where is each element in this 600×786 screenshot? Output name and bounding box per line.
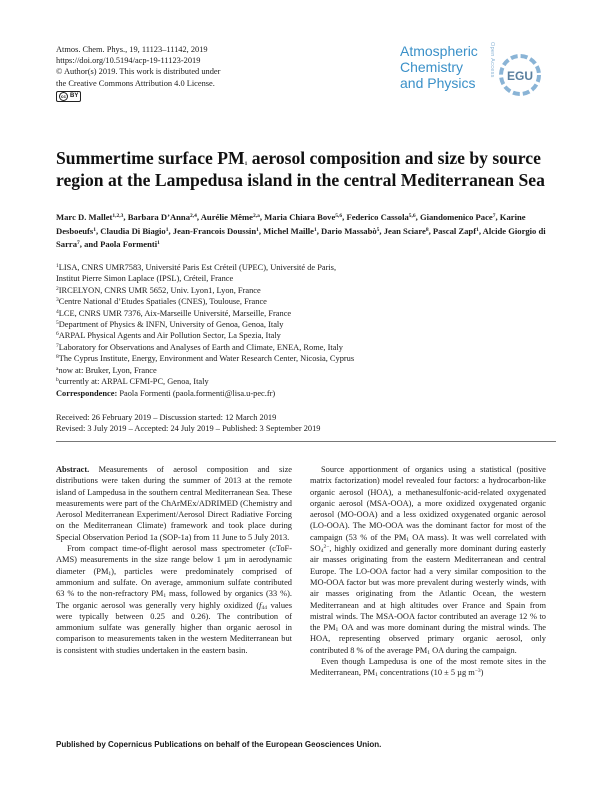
author-name: Aurélie Même [200, 212, 253, 222]
affiliation-mark: b [56, 377, 59, 384]
author-affiliation-mark: 8 [425, 226, 429, 233]
divider [56, 441, 556, 442]
affiliation-text: IRCELYON, CNRS UMR 5652, Univ. Lyon1, Lyon, France [58, 285, 261, 295]
affiliation-text: Institut Pierre Simon Laplace (IPSL), Créteil, France [56, 274, 234, 284]
author-affiliation-mark: 7 [492, 213, 496, 219]
affiliation-text: Department of Physics & INFN, University of Genoa, Genoa, Italy [58, 320, 284, 330]
cc-license-badge[interactable] [56, 91, 81, 102]
affiliation-item [56, 262, 556, 273]
open-access-label: Open Access [489, 42, 495, 78]
affiliation-mark: 2 [56, 285, 59, 292]
egu-logo-text: EGU [506, 69, 534, 83]
author-name: Pascal Zapf [432, 225, 477, 236]
author-affiliation-mark: 7 [77, 240, 80, 247]
author-name: Alcide Giorgio di Sarra [56, 225, 546, 250]
doi-link[interactable]: https://doi.org/10.5194/acp-19-11123-2019 [56, 56, 201, 66]
journal-logo [400, 40, 550, 104]
correspondence-contact[interactable]: Paola Formenti (paola.formenti@lisa.u-pec.fr) [119, 389, 276, 398]
affiliation-item [56, 342, 556, 353]
affiliation-item [56, 296, 556, 307]
citation: Atmos. Chem. Phys., 19, 11123–11142, 2019 [56, 45, 208, 54]
correspondence [56, 389, 275, 398]
affiliation-list [56, 262, 556, 387]
author-list: Marc D. Mallet$^{1,2,3}$, Barbara D’Anna$^{2,4}$, Aurélie Même$^{2,a}$, Maria Chiara Bove$^{5,6}$, Federico Cassola$^{5,6}$, Giandomenico Pace$^7$, Karine Desboeufs$^1$, Claudia Di Biagio$^1$, Jean-Francois Doussin$^1$, Michel Maille$^1$, Dario Massabò$^5$, Jean Sciare$^8$, Pascal Zapf$^1$, Alcide Giorgio di Sarra$^7$, and Paola Formenti$^1$ [56, 212, 546, 250]
abstract-paragraph-2: From compact time-of-flight aerosol mass spectrometer (cToF-AMS) measurements in the size range below 1 µm in aerodynamic diameter $(PM_1)$, particles were predominately comprised of ammonium and sulfate. On average, ammonium sulfate contributed 63 % to the non-refractory $PM_1$ mass, followed by organics (33 %). The organic aerosol was generally very highly oxidized ($f_{44}$ values were typically between 0.25 and 0.26). The contribution of ammonium sulfate was generally higher than organic aerosol in comparison to measurements taken in the western Mediterranean but is consistent with studies undertaken in the eastern basin. [56, 544, 292, 655]
affiliation-text: Centre National d’Etudes Spatiales (CNES), Toulouse, France [58, 297, 267, 307]
affiliation-mark: 6 [56, 331, 59, 338]
affiliation-text: LISA, CNRS UMR7583, Université Paris Est Créteil (UPEC), Université de Paris, [58, 263, 337, 272]
affiliation-item [56, 319, 556, 330]
abstract-column-left [56, 464, 292, 656]
affiliation-mark: 7 [56, 342, 59, 349]
license-text: the Creative Commons Attribution 4.0 License. [56, 78, 215, 88]
dates-line-1: Received: 26 February 2019 – Discussion started: 12 March 2019 [56, 413, 277, 422]
author-affiliation-mark: 2,4 [190, 213, 197, 219]
affiliation-text: LCE, CNRS UMR 7376, Aix-Marseille Université, Marseille, France [58, 308, 292, 318]
cc-icon: cc [60, 93, 66, 99]
author-name: Maria Chiara Bove [264, 212, 336, 222]
author-affiliation-mark: 5 [376, 226, 380, 233]
affiliation-item [56, 353, 556, 364]
author-affiliation-mark: 1 [93, 226, 96, 233]
affiliation-item [56, 285, 556, 296]
author-name: Jean-Francois Doussin [172, 225, 257, 236]
author-name: Marc D. Mallet [56, 212, 113, 222]
author-affiliation-mark: 5,6 [335, 213, 343, 219]
author-affiliation-mark: 1 [157, 240, 160, 247]
egu-logo-icon [499, 54, 541, 96]
publication-dates [56, 412, 321, 435]
author-affiliation-mark: 1,2,3 [112, 213, 124, 219]
affiliation-text: now at: Bruker, Lyon, France [58, 365, 157, 375]
author-name: Michel Maille [263, 225, 314, 236]
affiliation-item [56, 365, 556, 376]
publisher-footer: Published by Copernicus Publications on behalf of the European Geosciences Union. [56, 740, 382, 749]
author-affiliation-mark: 5,6 [408, 213, 416, 219]
author-name: Dario Massabò [321, 225, 377, 236]
affiliation-text: currently at: ARPAL CFMI-PC, Genoa, Italy [58, 377, 209, 387]
abstract-label: Abstract. [56, 465, 90, 474]
affiliation-mark: 5 [56, 320, 59, 327]
abstract-paragraph-4: Even though Lampedusa is one of the most remote sites in the Mediterranean, $PM_1$ concentrations (10 ± 5 µg $m^{-3}$) [310, 657, 546, 679]
affiliation-mark: 4 [56, 308, 59, 315]
article-title: Summertime surface $PM_1$ aerosol composition and size by source region at the Lampedusa island in the central Mediterranean Sea [56, 148, 545, 190]
dates-line-2: Revised: 3 July 2019 – Accepted: 24 July 2019 – Published: 3 September 2019 [56, 424, 321, 434]
affiliation-text: Laboratory for Observations and Analyses of Earth and Climate, ENEA, Rome, Italy [58, 342, 343, 352]
author-affiliation-mark: 1 [476, 226, 479, 233]
affiliation-text: ARPAL Physical Agents and Air Pollution Sector, La Spezia, Italy [58, 331, 281, 341]
correspondence-label: Correspondence: [56, 389, 118, 398]
affiliation-item [56, 308, 556, 319]
affiliation-text: The Cyprus Institute, Energy, Environment and Water Research Center, Nicosia, Cyprus [58, 354, 355, 364]
author-affiliation-mark: 1 [314, 226, 317, 233]
author-affiliation-mark: 2,a [252, 213, 260, 219]
author-name: Claudia Di Biagio [100, 225, 166, 236]
abstract-paragraph-3: Source apportionment of organics using a statistical (positive matrix factorization) model revealed four factors: a hydrocarbon-like organic aerosol (HOA), a methanesulfonic-acid-related oxygenated organic aerosol (MSA-OOA), a more oxidized oxygenated organic aerosol (MO-OOA) and a less oxidized oxygenated organic aerosol (LO-OOA). The MO-OOA was the dominant factor for most of the campaign (53 % of the $PM_1$ OA mass). It was well correlated with $SO_4^{2-}$, highly oxidized and generally more dominant during easterly air masses originating from the eastern Mediterranean and central Europe. The LO-OOA factor had a very similar composition to the MO-OOA factor but was more prevalent during westerly winds, with air masses originating from the Atlantic Ocean, the western Mediterranean and at high altitudes over France and Spain from mistral winds. The MSA-OOA factor contributed an average 12 % to the $PM_1$ OA and was more dominant during the mistral winds. The HOA, representing observed primary organic aerosol, only contributed 8 % of the average $PM_1$ OA during the campaign. [310, 465, 546, 656]
cc-badge-text: BY [70, 92, 79, 99]
abstract-paragraph-1: Abstract. Measurements of aerosol composition and size distributions were taken during the summer of 2013 at the remote island of Lampedusa in the southern central Mediterranean Sea. These measurements were part of the ChArMEx/ADRIMED (Chemistry and Aerosol Mediterranean Experiment/Aerosol Direct Radiative Forcing on the Mediterranean Climate) framework and took place during Special Observation Period 1a (SOP-1a) from 11 June to 5 July 2013. [56, 465, 292, 542]
author-name: Federico Cassola [346, 212, 409, 222]
author-name: Giandomenico Pace [419, 212, 493, 222]
abstract-column-right [310, 464, 546, 679]
affiliation-mark: a [56, 365, 59, 372]
copyright: © Author(s) 2019. This work is distributed under [56, 67, 221, 77]
author-affiliation-mark: 1 [256, 226, 259, 233]
author-name: Paola Formenti [100, 239, 158, 250]
affiliation-item [56, 376, 556, 387]
affiliation-item [56, 330, 556, 341]
article-header [56, 44, 220, 102]
journal-name: Atmospheric Chemistry and Physics [400, 43, 478, 91]
affiliation-mark: 8 [56, 354, 59, 361]
author-name: Barbara D’Anna [127, 212, 191, 222]
author-name: Karine Desboeufs [56, 212, 526, 236]
affiliation-mark: 3 [56, 297, 59, 304]
author-name: Jean Sciare [383, 225, 426, 236]
author-affiliation-mark: 1 [165, 226, 169, 233]
affiliation-item [56, 273, 556, 284]
affiliation-mark: 1 [56, 263, 59, 269]
